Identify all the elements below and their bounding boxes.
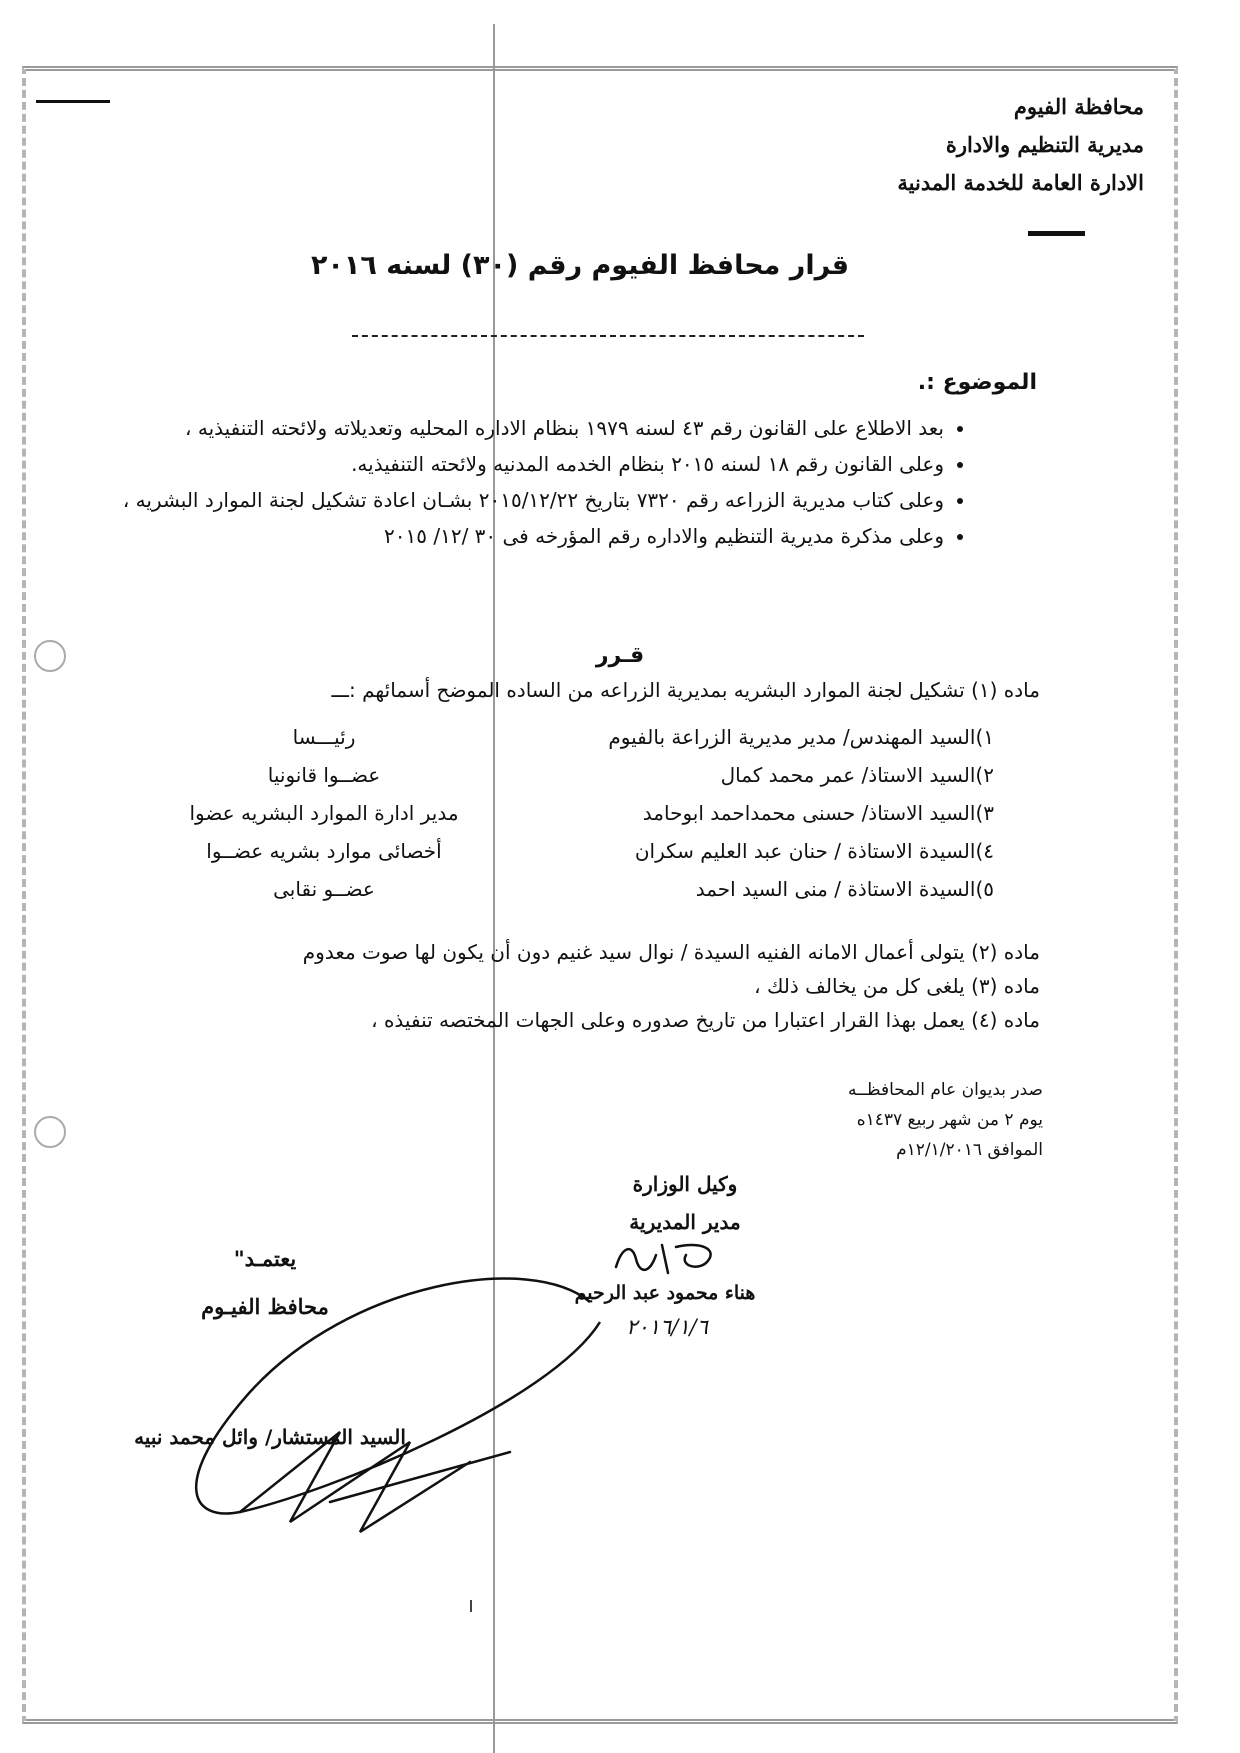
member-row: [114, 794, 994, 832]
preamble-item: • وعلى مذكرة مديرية التنظيم والاداره رقم المؤرخه فى ٣٠ /١٢/ ٢٠١٥: [94, 518, 944, 554]
member-role: عضــو نقابى: [273, 877, 375, 901]
member-row: [114, 832, 994, 870]
undersecretary-role: مدير المديرية: [629, 1210, 741, 1234]
member-name: ٣)السيد الاستاذ/ حسنى محمداحمد ابوحامد: [642, 801, 994, 825]
scan-mark: [470, 1600, 472, 1612]
member-name: ١)السيد المهندس/ مدير مديرية الزراعة بالفيوم: [608, 725, 994, 749]
letterhead: [844, 88, 1144, 202]
preamble-item: • بعد الاطلاع على القانون رقم ٤٣ لسنه ١٩٧٩ بنظام الاداره المحليه وتعديلاته ولائحته التنفيذيه ،: [94, 410, 944, 446]
undersecretary-title: وكيل الوزارة: [632, 1172, 738, 1196]
directorate-name: مديرية التنظيم والادارة: [945, 132, 1144, 157]
member-name: ٥)السيدة الاستاذة / منى السيد احمد: [695, 877, 994, 901]
article-3: ماده (٣) يلغى كل من يخالف ذلك ،: [754, 974, 1040, 998]
title-divider: [352, 335, 864, 337]
member-name: ٢)السيد الاستاذ/ عمر محمد كمال: [720, 763, 994, 787]
member-row: [114, 870, 994, 908]
issue-place: صدر بديوان عام المحافظــه: [847, 1080, 1043, 1100]
margin-dash: [36, 100, 110, 103]
member-role: رئيـــسا: [292, 725, 356, 749]
header-underline: [1028, 231, 1085, 236]
article-2: ماده (٢) يتولى أعمال الامانه الفنيه السيدة / نوال سيد غنيم دون أن يكون لها صوت معدوم: [302, 940, 1040, 964]
issue-hijri-date: يوم ٢ من شهر ربيع ١٤٣٧ه: [856, 1110, 1043, 1130]
issue-info: [743, 1075, 1043, 1165]
decree-title: قرار محافظ الفيوم رقم (٣٠) لسنه ٢٠١٦: [310, 250, 850, 281]
undersecretary-sign-date: ٢٠١٦/١/٦: [626, 1315, 708, 1339]
member-row: [114, 756, 994, 794]
subject-label: الموضوع :.: [917, 370, 1037, 395]
administration-name: الادارة العامة للخدمة المدنية: [897, 170, 1144, 195]
preamble-list: [94, 410, 972, 554]
approval-label: يعتمـد": [233, 1246, 297, 1271]
punch-hole: [34, 640, 66, 672]
preamble-item: • وعلى كتاب مديرية الزراعه رقم ٧٣٢٠ بتاريخ ٢٠١٥/١٢/٢٢ بشـان اعادة تشكيل لجنة الموارد البشريه ،: [94, 482, 944, 518]
governorate-name: محافظة الفيوم: [1013, 94, 1144, 119]
committee-members: [114, 718, 994, 908]
issue-gregorian-date: الموافق ١٢/١/٢٠١٦م: [896, 1140, 1043, 1160]
member-name: ٤)السيدة الاستاذة / حنان عبد العليم سكران: [634, 839, 994, 863]
undersecretary-name: هناء محمود عبد الرحيم: [574, 1282, 756, 1304]
undersecretary-signature: [610, 1237, 740, 1281]
preamble-item: • وعلى القانون رقم ١٨ لسنه ٢٠١٥ بنظام الخدمه المدنيه ولائحته التنفيذيه.: [94, 446, 944, 482]
member-role: مدير ادارة الموارد البشريه عضوا: [189, 801, 459, 825]
member-row: [114, 718, 994, 756]
article-1: ماده (١) تشكيل لجنة الموارد البشريه بمديرية الزراعه من الساده الموضح أسمائهم :ـــ: [331, 678, 1040, 702]
member-role: أخصائى موارد بشريه عضــوا: [206, 839, 442, 863]
article-4: ماده (٤) يعمل بهذا القرار اعتبارا من تاريخ صدوره وعلى الجهات المختصه تنفيذه ،: [371, 1008, 1040, 1032]
member-role: عضــوا قانونيا: [267, 763, 381, 787]
undersecretary-block: [600, 1165, 770, 1241]
governor-name: السيد المستشار/ وائل محمد نبيه: [134, 1425, 406, 1449]
governor-title: محافظ الفيـوم: [201, 1294, 329, 1319]
punch-hole: [34, 1116, 66, 1148]
decision-label: قـرر: [595, 643, 645, 668]
governor-signature: [170, 1262, 610, 1562]
